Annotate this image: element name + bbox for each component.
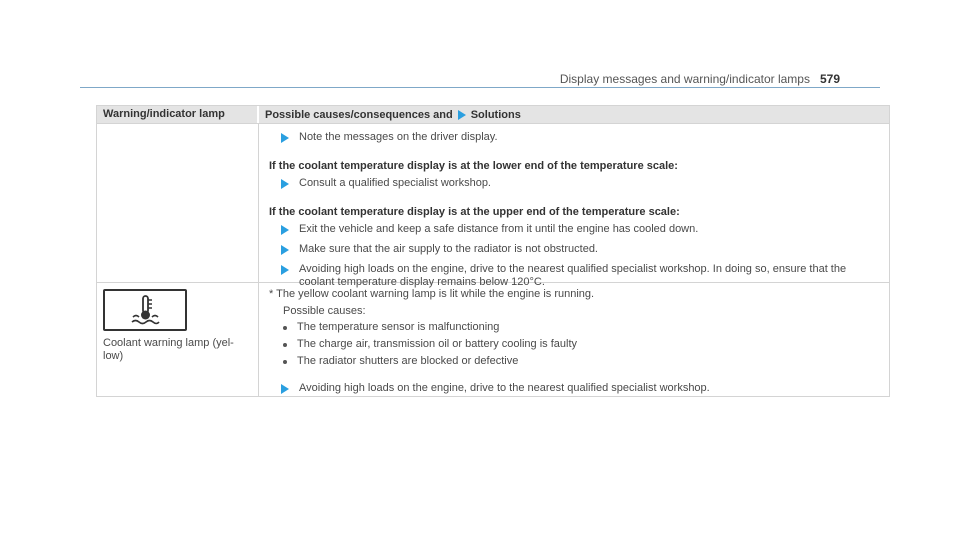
warning-lamp-table: [96, 105, 890, 397]
arrow-right-icon: [281, 265, 289, 275]
running-header: [560, 72, 840, 86]
solution-step-text: Avoiding high loads on the engine, drive to the nearest qualified specialist workshop.: [299, 382, 710, 394]
arrow-right-icon: [281, 133, 289, 143]
solution-step: [281, 243, 879, 256]
arrow-right-icon: [281, 245, 289, 255]
arrow-right-icon: [281, 225, 289, 235]
arrow-right-icon: [281, 179, 289, 189]
table-row: [97, 282, 889, 396]
lamp-cell-empty: [97, 124, 259, 282]
list-item: [283, 321, 879, 334]
causes-heading: Possible causes:: [283, 305, 366, 317]
solution-step: [281, 223, 879, 236]
list-item: [283, 355, 879, 368]
table-header-row: [97, 106, 889, 123]
condition-heading: If the coolant temperature display is at the lower end of the temperature scale:: [269, 160, 678, 172]
bullet-icon: [283, 326, 287, 330]
solutions-cell: [259, 124, 889, 288]
condition-heading: If the coolant temperature display is at the upper end of the temperature scale:: [269, 206, 680, 218]
arrow-right-icon: [281, 384, 289, 394]
cause-text: * The yellow coolant warning lamp is lit while the engine is running.: [269, 288, 595, 300]
arrow-right-icon: [458, 110, 466, 120]
solution-step: [281, 131, 879, 144]
coolant-warning-lamp: [103, 289, 187, 331]
bullet-icon: [283, 360, 287, 364]
list-item-text: The charge air, transmission oil or battery cooling is faulty: [297, 338, 578, 350]
lamp-label: Coolant warning lamp (yel-low): [103, 337, 234, 362]
solution-step: [281, 177, 879, 190]
column-header-solutions-text: Solutions: [470, 108, 521, 121]
solution-step-text: Note the messages on the driver display.: [299, 131, 498, 143]
lamp-cell: [97, 283, 259, 396]
list-item: [283, 338, 879, 351]
causes-cell: [259, 283, 889, 396]
solution-step-text: Exit the vehicle and keep a safe distance from it until the engine has cooled down.: [299, 223, 699, 235]
solution-step-text: Avoiding high loads on the engine, drive to the nearest qualified specialist workshop. In doing so, ensure that the coolant temperature display remains below 120°C.: [299, 263, 847, 288]
header-rule: [80, 87, 880, 88]
solution-step-text: Consult a qualified specialist workshop.: [299, 177, 491, 189]
column-header-causes: [259, 106, 889, 123]
column-header-lamp: Warning/indicator lamp: [97, 106, 259, 123]
solution-step: [281, 382, 879, 395]
coolant-temperature-icon: [105, 291, 185, 329]
column-header-causes-text: Possible causes/consequences and: [265, 108, 453, 121]
solution-step-text: Make sure that the air supply to the radiator is not obstructed.: [299, 243, 598, 255]
list-item-text: The temperature sensor is malfunctioning: [297, 321, 500, 333]
bullet-icon: [283, 343, 287, 347]
page-number: 579: [819, 72, 840, 86]
running-header-title: Display messages and warning/indicator lamps: [559, 72, 810, 86]
list-item-text: The radiator shutters are blocked or defective: [297, 355, 519, 367]
table-row: [97, 123, 889, 288]
